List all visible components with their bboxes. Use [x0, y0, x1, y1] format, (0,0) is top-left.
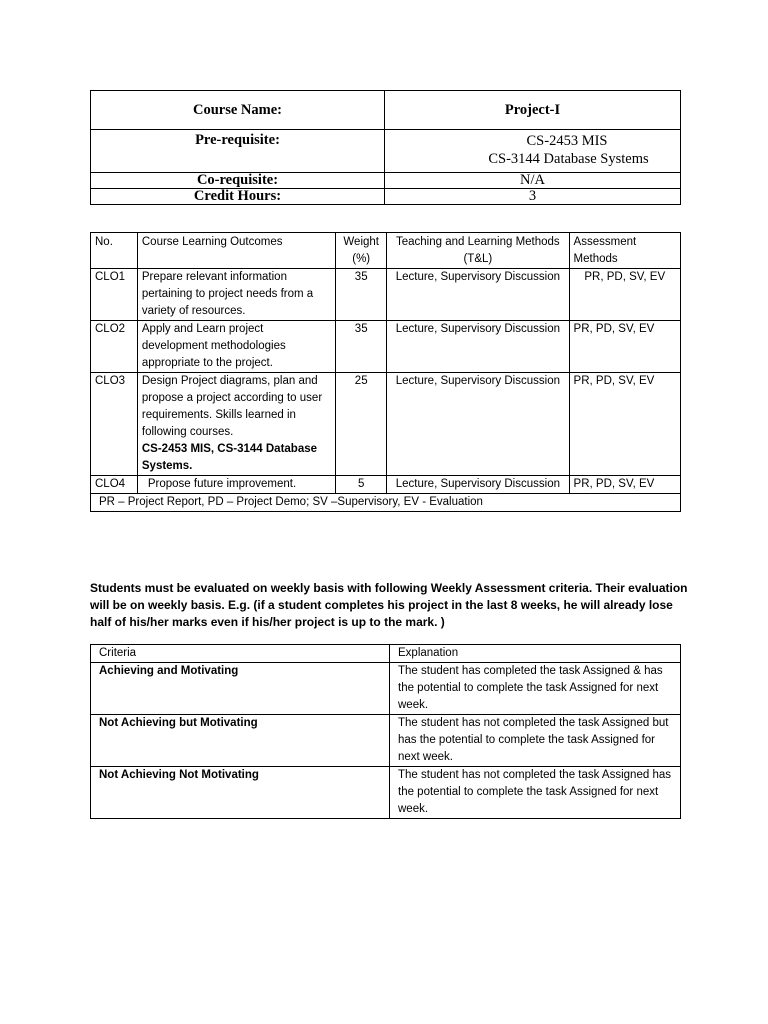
table-row	[91, 767, 681, 819]
clo-assessment: PR, PD, SV, EV	[569, 321, 680, 373]
header-criteria: Criteria	[91, 645, 390, 663]
criteria-explanation: The student has completed the task Assigned & has the potential to complete the task Assigned for next week.	[390, 663, 681, 715]
prereq-item: CS-2453 MIS	[526, 133, 608, 149]
criteria-name: Not Achieving but Motivating	[91, 715, 390, 767]
credit-label: Credit Hours:	[91, 189, 385, 205]
clo-outcome: Prepare relevant information pertaining to project needs from a variety of resources.	[137, 269, 335, 321]
prereq-label: Pre-requisite:	[91, 130, 385, 173]
clo-tl: Lecture, Supervisory Discussion	[387, 373, 569, 476]
criteria-header-row	[91, 645, 681, 663]
course-name-row	[91, 91, 681, 130]
credit-value: 3	[385, 189, 681, 205]
clo-header-row	[91, 233, 681, 269]
clo-assessment: PR, PD, SV, EV	[569, 476, 680, 494]
header-explanation: Explanation	[390, 645, 681, 663]
table-row	[91, 321, 681, 373]
header-assessment: Assessment Methods	[569, 233, 680, 269]
clo-no: CLO3	[91, 373, 138, 476]
table-row	[91, 715, 681, 767]
coreq-label: Co-requisite:	[91, 173, 385, 189]
prereq-item: CS-3144 Database Systems	[488, 151, 649, 167]
header-weight: Weight (%)	[336, 233, 387, 269]
clo-outcome: Design Project diagrams, plan and propose a project according to user requirements. Skills learned in following courses.	[141, 375, 323, 438]
clo-footnote-row	[91, 494, 681, 512]
prereq-row	[91, 130, 681, 173]
assessment-note: Students must be evaluated on weekly basis with following Weekly Assessment criteria. Their evaluation will be on weekly basis. E.g. (if a student completes his project in the last 8 weeks, he will already lose half of his/her marks even if his/her project is up to the mark. )	[90, 581, 688, 629]
clo-table	[90, 232, 681, 512]
criteria-table	[90, 644, 681, 819]
clo-outcome: Apply and Learn project development methodologies appropriate to the project.	[137, 321, 335, 373]
coreq-row	[91, 173, 681, 189]
clo-weight: 5	[336, 476, 387, 494]
criteria-explanation: The student has not completed the task Assigned but has the potential to complete the task Assigned for next week.	[390, 715, 681, 767]
table-row	[91, 269, 681, 321]
header-no: No.	[91, 233, 138, 269]
clo-footnote: PR – Project Report, PD – Project Demo; SV –Supervisory, EV - Evaluation	[91, 494, 681, 512]
clo-no: CLO2	[91, 321, 138, 373]
clo-outcome-courses: CS-2453 MIS, CS-3144 Database Systems.	[141, 443, 318, 472]
clo-weight: 25	[336, 373, 387, 476]
clo-no: CLO1	[91, 269, 138, 321]
header-tl: Teaching and Learning Methods (T&L)	[387, 233, 569, 269]
clo-weight: 35	[336, 321, 387, 373]
prereq-values	[385, 130, 681, 173]
credit-row	[91, 189, 681, 205]
table-row	[91, 373, 681, 476]
clo-tl: Lecture, Supervisory Discussion	[387, 269, 569, 321]
course-name-label: Course Name:	[91, 91, 385, 130]
clo-assessment: PR, PD, SV, EV	[569, 269, 680, 321]
criteria-name: Not Achieving Not Motivating	[91, 767, 390, 819]
criteria-name: Achieving and Motivating	[91, 663, 390, 715]
clo-outcome-cell	[137, 373, 335, 476]
clo-weight: 35	[336, 269, 387, 321]
course-name-value: Project-I	[385, 91, 681, 130]
table-row	[91, 663, 681, 715]
clo-no: CLO4	[91, 476, 138, 494]
course-info-table	[90, 90, 681, 205]
clo-assessment: PR, PD, SV, EV	[569, 373, 680, 476]
clo-tl: Lecture, Supervisory Discussion	[387, 476, 569, 494]
coreq-value: N/A	[385, 173, 681, 189]
header-outcomes: Course Learning Outcomes	[137, 233, 335, 269]
table-row	[91, 476, 681, 494]
clo-outcome: Propose future improvement.	[137, 476, 335, 494]
clo-tl: Lecture, Supervisory Discussion	[387, 321, 569, 373]
criteria-explanation: The student has not completed the task Assigned has the potential to complete the task Assigned for next week.	[390, 767, 681, 819]
